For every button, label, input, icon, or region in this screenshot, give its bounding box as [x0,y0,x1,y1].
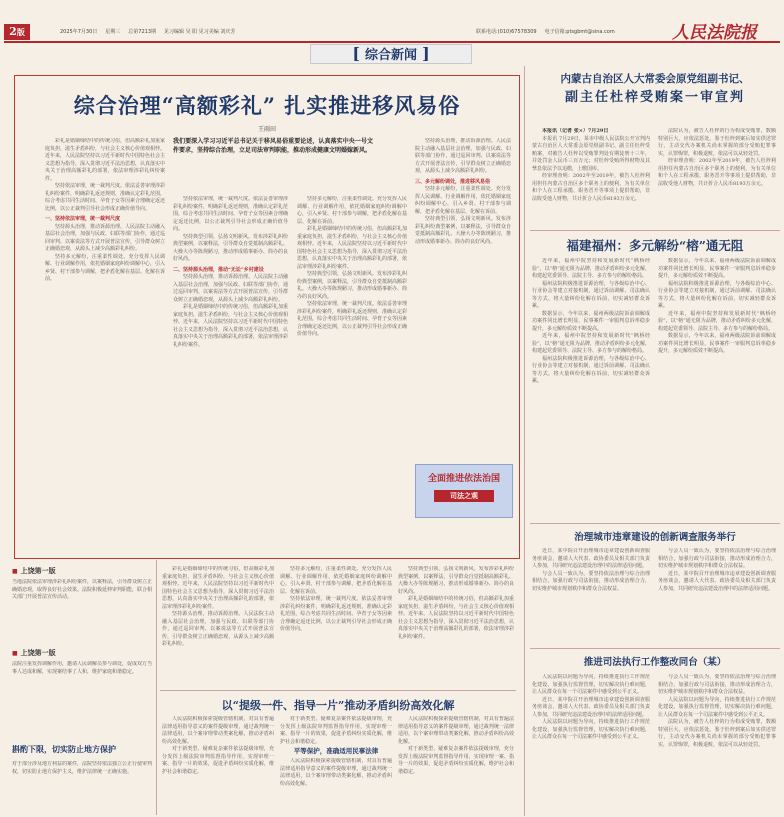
lead-para: 坚持多元解纷，注重柔性调处。充分发挥人民调解、行业调解作用，依托婚姻家庭纠纷调解中心，引入乡贤、村干部参与调解，把矛盾化解在基层、化解在诉前。 [297,196,407,225]
lead-para: 坚持多元解纷，注重柔性调处。充分发挥人民调解、行业调解作用，依托婚姻家庭纠纷调解中心，引入乡贤、村干部参与调解，把矛盾化解在基层、化解在诉前。 [415,186,511,215]
right-article-4-para: 人民法院以问题为导向，持续推进执行工作规范化建设，加强执行监督管理，切实解决执行难问题，让人民群众在每一个司法案件中感受到公平正义。 [532,674,650,695]
lead-para: 坚持源头治理，推动诉源治理。人民法院主动融入基层社会治理，加强与民政、妇联等部门协作，通过巡回审判、以案说法等方式开展普法宣传，引导群众树立正确婚恋观，从源头上减少高额彩礼纠纷。 [173,274,288,303]
lead-para: 彩礼是婚姻缔结中的传统习俗，但高额彩礼加重家庭负担，滋生矛盾纠纷，与社会主义核心价值观相悖。近年来，人民法院坚持以习近平新时代中国特色社会主义思想为指导，深入贯彻习近平法治思想，认真落实中央关于治理高额彩礼的部署，依法审理涉彩礼纠纷案件。 [297,226,407,270]
lead-sub-heading: 三、多元解纷调处，推进移风易俗 [415,178,491,185]
lead-col-2 [173,196,288,551]
mid-col-3 [398,566,514,686]
masthead-logo: 人民法院报 [672,23,757,43]
section-banner: [ 综合新闻 ] [310,44,472,64]
lead-sub-heading: 二、坚持源头治理，推动“无讼”乡村建设 [173,266,264,273]
right-article-3-col-a [532,548,650,644]
header-date: 2025年7月30日 [60,29,98,35]
right-article-1-col-b [658,128,776,238]
mid-col-1 [162,566,274,686]
mid-article-col-3 [398,716,514,814]
page-num: 2 [9,25,17,38]
brief-title: ■ 上饶第一版 [12,648,152,658]
lead-deck: 我们要深入学习习近平总书记关于移风易俗重要论述，认真落实中央一号文件要求，坚持综合治理，立足司法审判职能，推动形成健康文明婚嫁新风。 [173,138,373,154]
right-article-4-para: 人民法院以问题为导向，持续推进执行工作规范化建设，加强执行监督管理，切实解决执行难问题，让人民群众在每一个司法案件中感受到公平正义。 [532,719,650,740]
right-article-2-col-a [532,258,650,520]
right-article-4-col-b [658,674,776,812]
right-article-3-para: 与会人员一致认为，要坚持依法治理与综合治理相结合，加强行政与司法衔接，推动形成治理合力，切实维护城市规划秩序和群众合法权益。 [658,548,776,569]
lead-para: 彩礼是婚姻缔结中的传统习俗，但高额彩礼加重家庭负担，滋生矛盾纠纷，与社会主义核心价值观相悖。近年来，人民法院坚持以习近平新时代中国特色社会主义思想为指导，深入贯彻习近平法治思想，认真落实中央关于治理高额彩礼的部署，依法审理涉彩礼纠纷案件。 [45,138,165,182]
right-article-1-para: 本报讯 7月29日，某市中级人民法院公开宣判内蒙古自治区人大常委会原党组副书记、副主任杜梓受贿案，对被告人杜梓以受贿罪判处有期徒刑十三年，并处罚金人民币三百万元；对杜梓受贿所得财物及其孳息依法予以追缴，上缴国库。 [532,135,650,172]
lead-para: 坚持典型引领，弘扬文明新风。发布涉彩礼纠纷典型案例，以案释法，引导群众自觉抵制高额彩礼、大操大办等陈规陋习，推动形成婚事新办、简办的良好风尚。 [297,271,407,300]
lead-title: 综合治理“高额彩礼” 扎实推进移风易俗 [73,93,461,118]
section-title: 综合新闻 [364,48,417,63]
mid-para: 坚持多元解纷，注重柔性调处。充分发挥人民调解、行业调解作用，依托婚姻家庭纠纷调解中心，引入乡贤、村干部参与调解，把矛盾化解在基层、化解在诉前。 [280,566,392,595]
mid-rule [160,690,516,691]
header-weekday: 星期三 [105,29,121,35]
right-rule-3 [530,648,780,649]
right-article-4-para: 人民法院以问题为导向，持续推进执行工作规范化建设，加强执行监督管理，切实解决执行难问题，让人民群众在每一个司法案件中感受到公平正义。 [658,696,776,718]
lead-col-1 [45,138,165,488]
lead-article-box [14,75,520,559]
brief-3 [12,744,152,816]
header-meta [60,28,235,35]
right-article-2-para: 数据显示，今年以来，福州两级法院诉前调解成功案件同比增长明显，民事案件一审服判息诉率稳步提升，多元解纷质效不断提高。 [532,310,650,332]
mid-article-para: 人民法院积极探索提级管辖机制，对具有普遍法律适用指导意义的案件提级审理，通过裁判统一法律适用，以个案审理带动类案化解，推动矛盾纠纷高效化解。 [162,716,274,745]
right-rule-1 [530,230,780,231]
mid-article-title: 以“提级一件、指导一片”推动矛盾纠纷高效化解 [221,699,455,712]
right-article-1-title-line1: 内蒙古自治区人大常委会原党组副书记、 [560,73,750,85]
mid-col-2 [280,566,392,686]
right-article-2-col-b [658,258,776,520]
mid-article-para: 人民法院积极探索提级管辖机制，对具有普遍法律适用指导意义的案件提级审理，通过裁判统一法律适用，以个案审理带动类案化解，推动矛盾纠纷高效化解。 [398,716,514,745]
footer-brief-body: 对于部分涉及地方利益的案件，法院坚持依法独立公正行使审判权，切实防止地方保护主义，维护法律统一正确实施。 [12,761,152,775]
right-article-1-title [530,70,780,108]
right-col-rule [524,66,525,816]
lead-para: 坚持典型引领，弘扬文明新风。发布涉彩礼纠纷典型案例，以案释法，引导群众自觉抵制高额彩礼、大操大办等陈规陋习，推动形成婚事新办、简办的良好风尚。 [415,216,511,245]
right-article-3-para: 近日，某中院召开治理城市违章建设创新调查服务座谈会，邀请人大代表、政协委员及相关部门负责人参加，共同研究违法建设治理中的法律适用问题。 [658,570,776,592]
law-banner-sub: 司法之观 [434,490,494,502]
right-article-4-col-a [532,674,650,812]
right-article-3-title: 治理城市违章建设的创新调查服务举行 [574,532,736,543]
right-article-2-para: 数据显示，今年以来，福州两级法院诉前调解成功案件同比增长明显，民事案件一审服判息诉率稳步提升，多元解纷质效不断提高。 [658,258,776,279]
right-article-2-title: 福建福州：多元解纷“榕”通无阻 [566,238,744,253]
header-rule [4,41,780,43]
mid-para: 坚持依法审理，统一裁判尺度。依法妥善审理涉彩礼纠纷案件，明确彩礼返还规则，准确认定彩礼范围，综合考虑共同生活时间、孕育子女等因素合理确定返还比例，以公正裁判引导社会形成正确价值导向。 [280,596,392,632]
lead-para: 彩礼是婚姻缔结中的传统习俗，但高额彩礼加重家庭负担，滋生矛盾纠纷，与社会主义核心价值观相悖。近年来，人民法院坚持以习近平新时代中国特色社会主义思想为指导，深入贯彻习近平法治思想，认真落实中央关于治理高额彩礼的部署，依法审理涉彩礼纠纷案件。 [173,304,288,348]
lead-para: 坚持源头治理，推动诉源治理。人民法院主动融入基层社会治理，加强与民政、妇联等部门协作，通过巡回审判、以案说法等方式开展普法宣传，引导群众树立正确婚恋观，从源头上减少高额彩礼纠纷。 [415,138,511,174]
right-article-4-para: 法院认为，被告人杜梓的行为构成受贿罪，数额特别巨大，应依法惩处。鉴于杜梓到案后如实供述罪行，主动交代办案机关尚未掌握的部分受贿犯罪事实，认罪悔罪，积极退赃，依法可以从轻处罚。 [658,719,776,748]
page-label: 版 [16,27,25,37]
right-article-1-para: 经审理查明：2002年至2019年，被告人杜梓利用担任内蒙古自治区多个职务上的便利，为有关单位和个人在工程承揽、职务晋升等事项上提供帮助，非法收受他人财物，共计折合人民币8193万余元。 [658,158,776,187]
right-article-2-para: 福州法院积极推进诉源治理，与各级综治中心、行业协会等建立对接机制，通过诉前调解、司法确认等方式，将大量纠纷化解在诉前，切实减轻群众诉累。 [658,280,776,309]
right-article-3-para: 近日，某中院召开治理城市违章建设创新调查服务座谈会，邀请人大代表、政协委员及相关部门负责人参加，共同研究违法建设治理中的法律适用问题。 [532,548,650,569]
right-article-4-title: 推进司法执行工作整改同台（某） [583,657,727,668]
lead-para: 坚持多元解纷，注重柔性调处。充分发挥人民调解、行业调解作用，依托婚姻家庭纠纷调解中心，引入乡贤、村干部参与调解，把矛盾化解在基层、化解在诉前。 [45,253,165,282]
page-number-badge [4,24,30,40]
lead-para: 坚持源头治理，推动诉源治理。人民法院主动融入基层社会治理，加强与民政、妇联等部门协作，通过巡回审判、以案说法等方式开展普法宣传，引导群众树立正确婚恋观，从源头上减少高额彩礼纠纷。 [45,223,165,252]
mid-para: 坚持典型引领，弘扬文明新风。发布涉彩礼纠纷典型案例，以案释法，引导群众自觉抵制高额彩礼、大操大办等陈规陋习，推动形成婚事新办、简办的良好风尚。 [398,566,514,595]
law-banner [415,464,513,518]
right-article-1-title-line2: 副主任杜梓受贿案一审宣判 [564,90,745,105]
header-issue: 总第7213期 [128,29,157,35]
right-article-1-dateline: 本报讯（记者 张×）7月29日 [542,128,609,134]
brief-body: 法院注重发挥调解作用，邀请人民调解员参与调处，促成双方当事人达成和解，实现案结事了人和，维护家庭和谐稳定。 [12,661,152,675]
right-article-2-para: 数据显示，今年以来，福州两级法院诉前调解成功案件同比增长明显，民事案件一审服判息诉率稳步提升，多元解纷质效不断提高。 [658,333,776,354]
brief-body: 当地法院依法审理涉彩礼纠纷案件，以案释法，引导群众树立正确婚恋观，取得良好社会效果。法院积极延伸审判职能，联合相关部门开展普法宣传活动。 [12,579,152,600]
law-banner-title: 全面推进依法治国 [427,474,500,484]
brief-title: ■ 上饶第一版 [12,566,152,576]
right-article-3-col-b [658,548,776,644]
header-editors: 见习编辑 吴 阳 见习美编 刘庆芳 [164,29,236,35]
mid-article-para: 人民法院积极探索提级管辖机制，对具有普遍法律适用指导意义的案件提级审理，通过裁判统一法律适用，以个案审理带动类案化解，推动矛盾纠纷高效化解。 [280,758,392,787]
lead-para: 坚持典型引领，弘扬文明新风。发布涉彩礼纠纷典型案例，以案释法，引导群众自觉抵制高额彩礼、大操大办等陈规陋习，推动形成婚事新办、简办的良好风尚。 [173,233,288,262]
right-article-2-para: 近年来，福州中院坚持和发展新时代“枫桥经验”，以“榕”通无阻为品牌，推动矛盾纠纷多元化解，构建起党委领导、法院主导、多方参与的解纷格局。 [532,258,650,279]
brief-1 [12,566,152,647]
right-article-1-para: 法院认为，被告人杜梓的行为构成受贿罪，数额特别巨大，应依法惩处。鉴于杜梓到案后如实供述罪行，主动交代办案机关尚未掌握的部分受贿犯罪事实，认罪悔罪，积极退赃，依法可以从轻处罚。 [658,128,776,157]
brief-2 [12,648,152,721]
mid-para: 彩礼是婚姻缔结中的传统习俗，但高额彩礼加重家庭负担，滋生矛盾纠纷，与社会主义核心价值观相悖。近年来，人民法院坚持以习近平新时代中国特色社会主义思想为指导，深入贯彻习近平法治思想，认真落实中央关于治理高额彩礼的部署，依法审理涉彩礼纠纷案件。 [162,566,274,610]
mid-article-sub: 平等保护，准确适用民事法律 [293,747,379,755]
mid-article-col-1 [162,716,274,814]
header-contact [476,28,615,35]
right-article-3-para: 与会人员一致认为，要坚持依法治理与综合治理相结合，加强行政与司法衔接，推动形成治理合力，切实维护城市规划秩序和群众合法权益。 [532,570,650,592]
right-article-2-para: 福州法院积极推进诉源治理，与各级综治中心、行业协会等建立对接机制，通过诉前调解、司法确认等方式，将大量纠纷化解在诉前，切实减轻群众诉累。 [532,355,650,384]
right-article-4-para: 与会人员一致认为，要坚持依法治理与综合治理相结合，加强行政与司法衔接，推动形成治理合力，切实维护城市规划秩序和群众合法权益。 [658,674,776,695]
mid-para: 坚持源头治理，推动诉源治理。人民法院主动融入基层社会治理，加强与民政、妇联等部门协作，通过巡回审判、以案说法等方式开展普法宣传，引导群众树立正确婚恋观，从源头上减少高额彩礼纠纷。 [162,611,274,647]
mid-para: 彩礼是婚姻缔结中的传统习俗，但高额彩礼加重家庭负担，滋生矛盾纠纷，与社会主义核心价值观相悖。近年来，人民法院坚持以习近平新时代中国特色社会主义思想为指导，深入贯彻习近平法治思想，认真落实中央关于治理高额彩礼的部署，依法审理涉彩礼纠纷案件。 [398,596,514,640]
mid-article-para: 对于新类型、疑难复杂案件依法提级审理，充分发挥上级法院审判监督指导作用，实现审理一案、指导一片的效果，促进矛盾纠纷实质化解，维护社会和谐稳定。 [398,746,514,775]
right-article-4-para: 近日，某中院召开治理城市违章建设创新调查服务座谈会，邀请人大代表、政协委员及相关部门负责人参加，共同研究违法建设治理中的法律适用问题。 [532,696,650,718]
mid-article-col-2b [280,758,392,814]
right-rule-2 [530,523,780,524]
right-article-2-para: 近年来，福州中院坚持和发展新时代“枫桥经验”，以“榕”通无阻为品牌，推动矛盾纠纷多元化解，构建起党委领导、法院主导、多方参与的解纷格局。 [658,310,776,332]
contact-email: 电子信箱:ptsgbmt@sina.com [544,29,615,35]
lead-para: 坚持依法审理，统一裁判尺度。依法妥善审理涉彩礼纠纷案件，明确彩礼返还规则，准确认定彩礼范围，综合考虑共同生活时间、孕育子女等因素合理确定返还比例，以公正裁判引导社会形成正确价值导向。 [173,196,288,232]
mid-article-para: 对于新类型、疑难复杂案件依法提级审理，充分发挥上级法院审判监督指导作用，实现审理一案、指导一片的效果，促进矛盾纠纷实质化解，维护社会和谐稳定。 [162,746,274,775]
lead-col-4 [415,138,511,458]
mid-article-para: 对于新类型、疑难复杂案件依法提级审理，充分发挥上级法院审判监督指导作用，实现审理一案、指导一片的效果，促进矛盾纠纷实质化解，维护社会和谐稳定。 [280,716,392,744]
right-article-2-para: 近年来，福州中院坚持和发展新时代“枫桥经验”，以“榕”通无阻为品牌，推动矛盾纠纷多元化解，构建起党委领导、法院主导、多方参与的解纷格局。 [532,333,650,354]
lead-para: 坚持依法审理，统一裁判尺度。依法妥善审理涉彩礼纠纷案件，明确彩礼返还规则，准确认定彩礼范围，综合考虑共同生活时间、孕育子女等因素合理确定返还比例，以公正裁判引导社会形成正确价值导向。 [297,301,407,337]
lead-para: 坚持依法审理，统一裁判尺度。依法妥善审理涉彩礼纠纷案件，明确彩礼返还规则，准确认定彩礼范围，综合考虑共同生活时间、孕育子女等因素合理确定返还比例，以公正裁判引导社会形成正确价值导向。 [45,183,165,212]
right-article-1-col-a [532,128,650,238]
contact-phone: 联系电话:(010)67578309 [476,29,537,35]
lead-sub-heading: 一、坚持依法审理，统一裁判尺度 [45,216,121,222]
right-article-2-para: 福州法院积极推进诉源治理，与各级综治中心、行业协会等建立对接机制，通过诉前调解、司法确认等方式，将大量纠纷化解在诉前，切实减轻群众诉累。 [532,280,650,309]
mid-article-col-2 [280,716,392,744]
lead-col-3 [297,196,407,551]
footer-brief-title: 斟酌下限，切实防止地方保护 [12,744,116,754]
lead-author: 王雨田 [257,126,276,133]
right-article-1-para: 经审理查明：2002年至2019年，被告人杜梓利用担任内蒙古自治区多个职务上的便利，为有关单位和个人在工程承揽、职务晋升等事项上提供帮助，非法收受他人财物，共计折合人民币8193万余元。 [532,173,650,202]
col-rule [156,560,157,815]
